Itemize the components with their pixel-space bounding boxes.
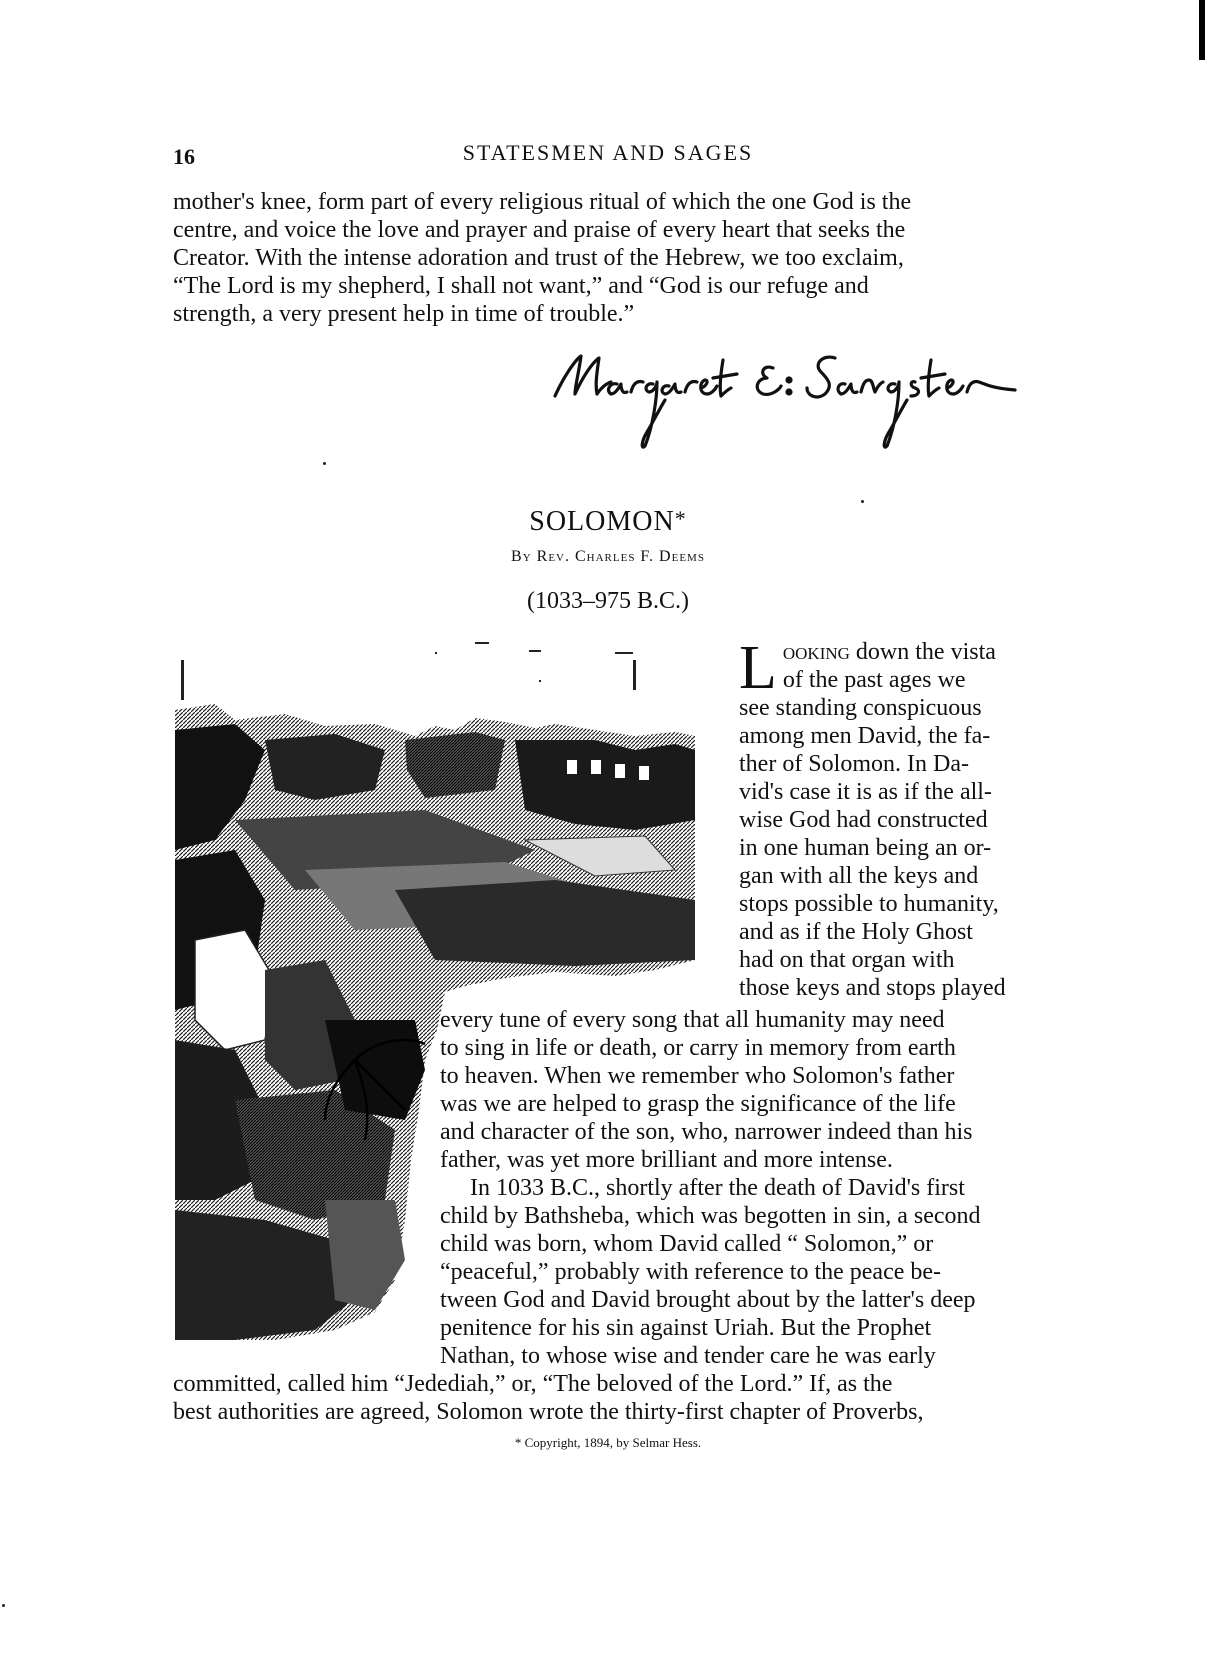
text-line: to heaven. When we remember who Solomon's father: [440, 1063, 955, 1089]
text-line: child was born, whom David called “ Solomon,” or: [440, 1231, 934, 1257]
text-line: in one human being an or-: [739, 835, 992, 861]
text-line: Nathan, to whose wise and tender care he was early: [440, 1343, 936, 1369]
text-line: ther of Solomon. In Da-: [739, 751, 969, 777]
intro-paragraph: [173, 188, 1043, 328]
article-body-wrapped: [440, 1006, 1043, 1370]
article-dates: (1033–975 B.C.): [527, 588, 689, 614]
text-line: committed, called him “Jedediah,” or, “The beloved of the Lord.” If, as the: [173, 1371, 893, 1397]
page-header: [173, 140, 1043, 170]
text-line: “The Lord is my shepherd, I shall not want,” and “God is our refuge and: [173, 273, 869, 299]
text-line: was we are helped to grasp the significance of the life: [440, 1091, 956, 1117]
text-line-fragment: down the vista: [849, 639, 996, 665]
text-line: Creator. With the intense adoration and trust of the Hebrew, we too exclaim,: [173, 245, 904, 271]
text-line: centre, and voice the love and prayer and praise of every heart that seeks the: [173, 217, 906, 243]
text-line: tween God and David brought about by the latter's deep: [440, 1287, 976, 1313]
text-line: wise God had constructed: [739, 807, 988, 833]
text-line: mother's knee, form part of every religious ritual of which the one God is the: [173, 189, 912, 215]
text-line: penitence for his sin against Uriah. But the Prophet: [440, 1315, 932, 1341]
text-line: had on that organ with: [739, 947, 955, 973]
handwritten-signature: [545, 338, 1045, 450]
scan-speck: [2, 1604, 5, 1607]
text-line: father, was yet more brilliant and more intense.: [440, 1147, 893, 1173]
text-line: stops possible to humanity,: [739, 891, 999, 917]
text-line: and as if the Holy Ghost: [739, 919, 973, 945]
footnote-mark: *: [674, 506, 687, 531]
article-column-right: [739, 634, 1043, 1002]
text-line: see standing conspicuous: [739, 695, 982, 721]
article-title: [173, 506, 1043, 538]
page-number: 16: [173, 144, 195, 169]
text-line: every tune of every song that all humanity may need: [440, 1007, 945, 1033]
scan-speck: [861, 500, 864, 503]
text-line: those keys and stops played: [739, 975, 1006, 1001]
text-line: among men David, the fa-: [739, 723, 991, 749]
running-head: STATESMEN AND SAGES: [462, 140, 754, 165]
first-word-small-caps: ooking: [782, 639, 850, 665]
text-line: In 1033 B.C., shortly after the death of David's first: [470, 1175, 965, 1201]
drop-cap: L: [739, 634, 777, 702]
text-line: to sing in life or death, or carry in memory from earth: [440, 1035, 956, 1061]
text-line: child by Bathsheba, which was begotten in sin, a second: [440, 1203, 981, 1229]
scan-speck: [323, 462, 326, 465]
article-title-text: SOLOMON: [529, 506, 675, 537]
text-line: strength, a very present help in time of trouble.”: [173, 301, 635, 327]
scan-edge-mark: [1199, 0, 1205, 60]
text-line: best authorities are agreed, Solomon wrote the thirty-first chapter of Proverbs,: [173, 1399, 924, 1425]
text-line: and character of the son, who, narrower indeed than his: [440, 1119, 973, 1145]
text-line: gan with all the keys and: [739, 863, 979, 889]
copyright-footnote: * Copyright, 1894, by Selmar Hess.: [514, 1435, 702, 1450]
text-line: of the past ages we: [782, 667, 966, 693]
article-byline: By Rev. Charles F. Deems: [511, 548, 705, 565]
text-line: vid's case it is as if the all-: [739, 779, 992, 805]
text-line: “peaceful,” probably with reference to the peace be-: [440, 1259, 942, 1285]
article-body-full-width: [173, 1370, 1043, 1426]
